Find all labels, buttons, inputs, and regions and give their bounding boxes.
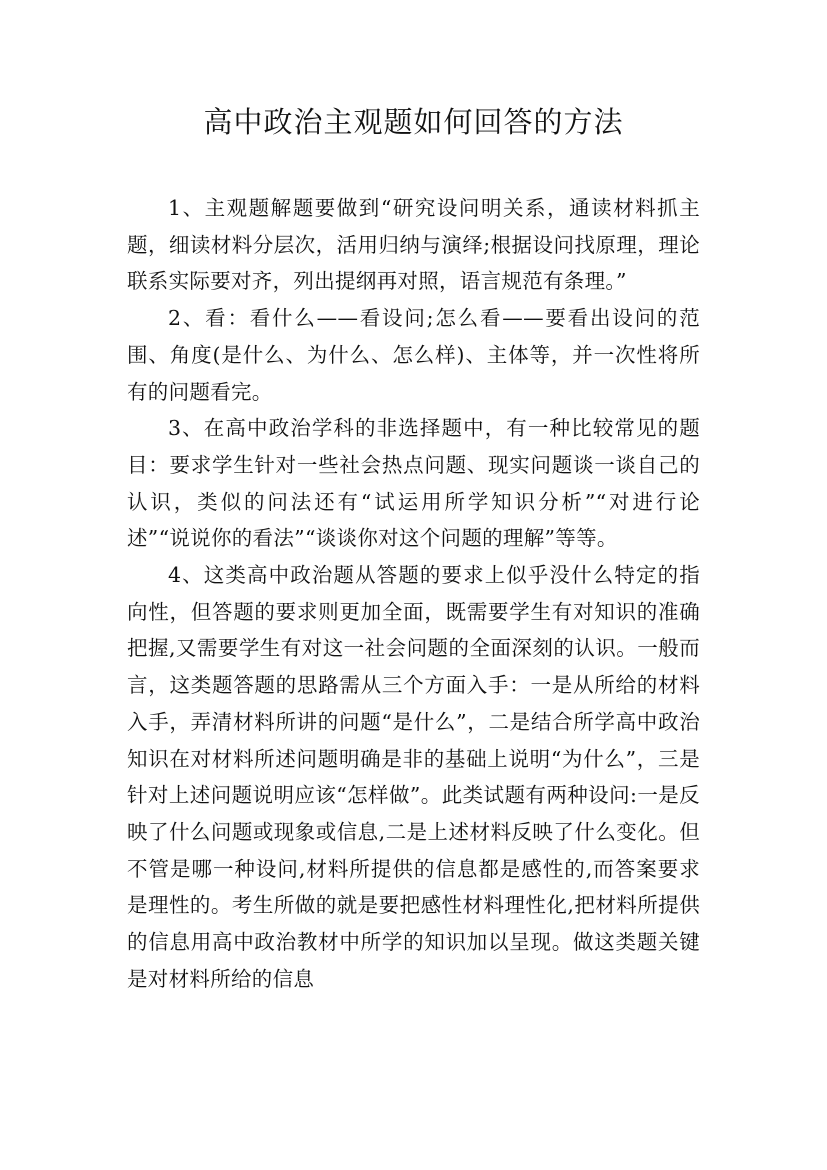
paragraph-4: 4、这类高中政治题从答题的要求上似乎没什么特定的指向性，但答题的要求则更加全面，既需要学生有对知识的准确把握,又需要学生有对这一社会问题的全面深刻的认识。一般而言，这类题答题的思路需从三个方面入手：一是从所给的材料入手，弄清材料所讲的问题“是什么”，二是结合所学高中政治知识在对材料所述问题明确是非的基础上说明“为什么”，三是针对上述问题说明应该“怎样做”。此类试题有两种设问:一是反映了什么问题或现象或信息,二是上述材料反映了什么变化。但不管是哪一种设问,材料所提供的信息都是感性的,而答案要求是理性的。考生所做的就是要把感性材料理性化,把材料所提供的信息用高中政治教材中所学的知识加以呈现。做这类题关键是对材料所给的信息 [127,563,700,991]
paragraph-1: 1、主观题解题要做到“研究设问明关系，通读材料抓主题，细读材料分层次，活用归纳与演绎;根据设问找原理，理论联系实际要对齐，列出提纲再对照，语言规范有条理。” [127,196,700,294]
paragraph-3: 3、在高中政治学科的非选择题中，有一种比较常见的题目：要求学生针对一些社会热点问题、现实问题谈一谈自己的认识，类似的问法还有“试运用所学知识分析”“对进行论述”“说说你的看法”“谈谈你对这个问题的理解”等等。 [127,416,700,551]
document-title: 高中政治主观题如何回答的方法 [203,105,624,139]
document-body [127,190,700,997]
paragraph-2: 2、看：看什么——看设问;怎么看——要看出设问的范围、角度(是什么、为什么、怎么样)、主体等，并一次性将所有的问题看完。 [127,306,700,404]
